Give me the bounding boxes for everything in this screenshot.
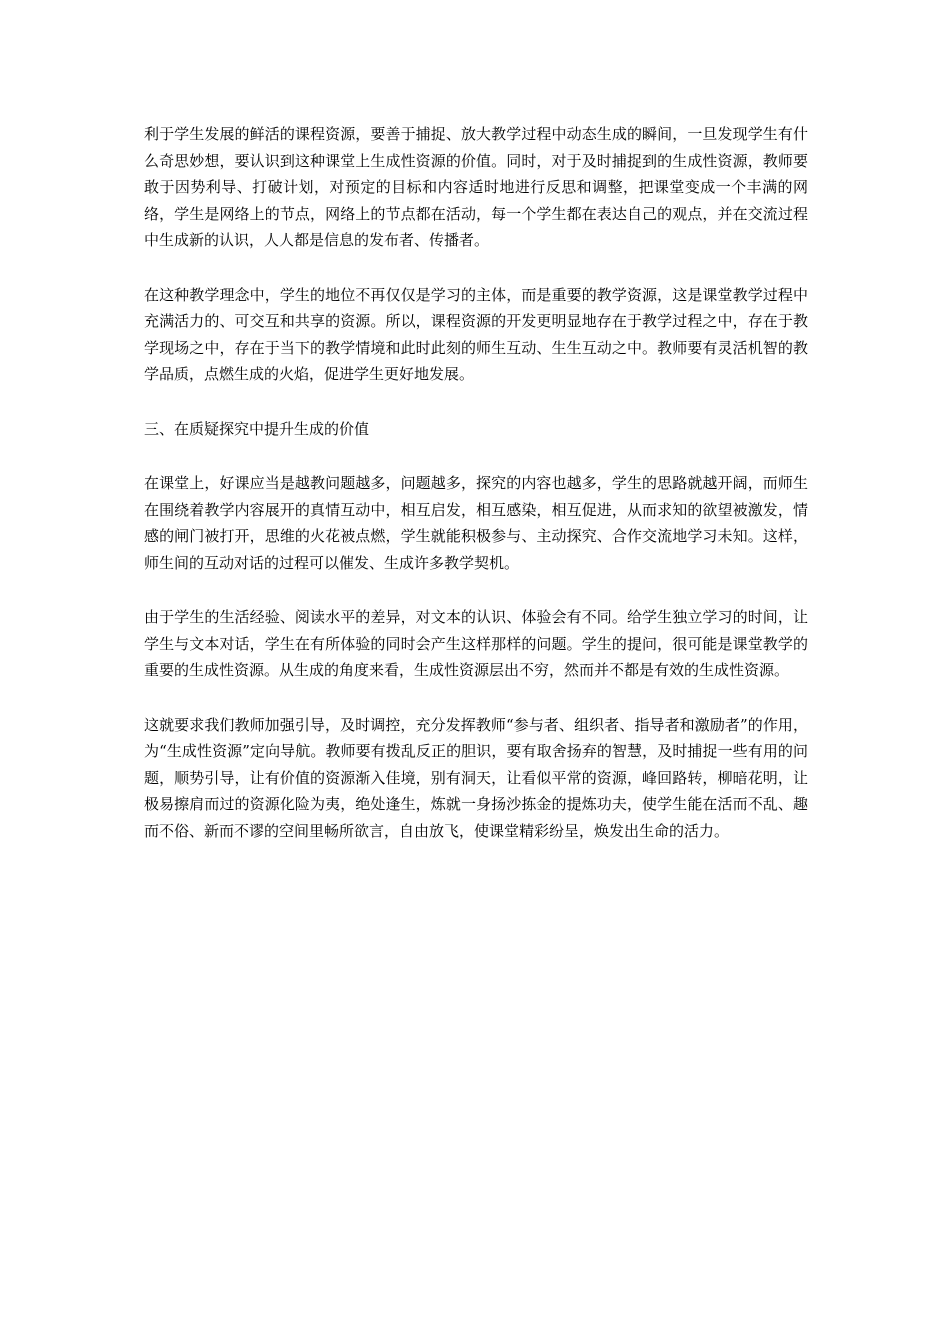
paragraph-teaching-philosophy: 在这种教学理念中，学生的地位不再仅仅是学习的主体，而是重要的教学资源，这是课堂教学过程中充满活力的、可交互和共享的资源。所以，课程资源的开发更明显地存在于教学过程之中，存在于教学现场之中，存在于当下的教学情境和此时此刻的师生互动、生生互动之中。教师要有灵活机智的教学品质，点燃生成的火焰，促进学生更好地发展。 <box>144 285 808 383</box>
section-heading: 三、在质疑探究中提升生成的价值 <box>144 419 370 438</box>
paragraph-generative-resources: 利于学生发展的鲜活的课程资源，要善于捕捉、放大教学过程中动态生成的瞬间，一旦发现学生有什么奇思妙想，要认识到这种课堂上生成性资源的价值。同时，对于及时捕捉到的生成性资源，教师要敢于因势利导、打破计划，对预定的目标和内容适时地进行反思和调整，把课堂变成一个丰满的网络，学生是网络上的节点，网络上的节点都在活动，每一个学生都在表达自己的观点，并在交流过程中生成新的认识，人人都是信息的发布者、传播者。 <box>144 125 808 249</box>
paragraph-teacher-guidance: 这就要求我们教师加强引导，及时调控，充分发挥教师“参与者、组织者、指导者和激励者”的作用，为“生成性资源”定向导航。教师要有拨乱反正的胆识，要有取舍扬弃的智慧，及时捕捉一些有用的问题，顺势引导，让有价值的资源渐入佳境，别有洞天，让看似平常的资源，峰回路转，柳暗花明，让极易擦肩而过的资源化险为夷，绝处逢生，炼就一身扬沙拣金的提炼功夫，使学生能在活而不乱、趣而不俗、新而不谬的空间里畅所欲言，自由放飞，使课堂精彩纷呈，焕发出生命的活力。 <box>144 715 808 840</box>
paragraph-classroom-inquiry: 在课堂上，好课应当是越教问题越多，问题越多，探究的内容也越多，学生的思路就越开阔，而师生在围绕着教学内容展开的真情互动中，相互启发，相互感染，相互促进，从而求知的欲望被激发，情感的闸门被打开，思维的火花被点燃，学生就能积极参与、主动探究、合作交流地学习未知。这样，师生间的互动对话的过程可以催发、生成许多教学契机。 <box>144 474 808 572</box>
document-page <box>144 121 808 872</box>
paragraph-student-questions: 由于学生的生活经验、阅读水平的差异，对文本的认识、体验会有不同。给学生独立学习的时间，让学生与文本对话，学生在有所体验的同时会产生这样那样的问题。学生的提问，很可能是课堂教学的重要的生成性资源。从生成的角度来看，生成性资源层出不穷，然而并不都是有效的生成性资源。 <box>144 608 808 679</box>
